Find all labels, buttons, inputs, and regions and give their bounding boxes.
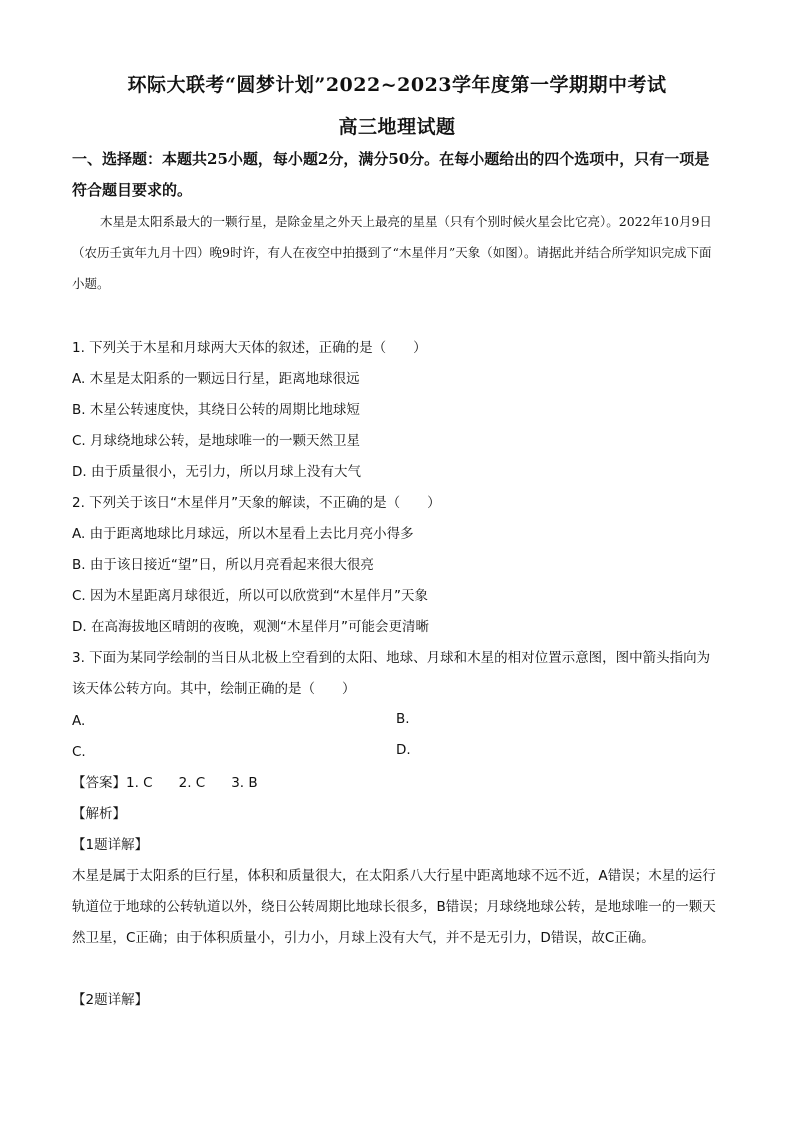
question-3-option-d: D. [396, 742, 411, 758]
answer-item-2: 2. C [178, 775, 206, 791]
answer-line [72, 773, 722, 793]
question-1-option-a: A. 木星是太阳系的一颗远日行星，距离地球很远 [72, 371, 360, 387]
exam-title: 环际大联考“圆梦计划”2022~2023学年度第一学期期中考试 [127, 74, 667, 96]
question-3-stem: 3. 下面为某同学绘制的当日从北极上空看到的太阳、地球、月球和木星的相对位置示意图，图中箭头指向为该天体公转方向。其中，绘制正确的是（ ） [72, 650, 711, 697]
detail-2-label: 【2题详解】 [72, 992, 149, 1008]
section-heading: 一、选择题：本题共25小题，每小题2分，满分50分。在每小题给出的四个选项中，只有一项是符合题目要求的。 [72, 150, 710, 199]
answer-item-1: 1. C [126, 775, 153, 791]
question-3-option-c: C. [72, 744, 86, 760]
question-3-option-b: B. [396, 711, 410, 727]
question-1-stem: 1. 下列关于木星和月球两大天体的叙述，正确的是（ ） [72, 340, 427, 356]
question-1-option-d: D. 由于质量很小，无引力，所以月球上没有大气 [72, 464, 361, 480]
question-2-option-c: C. 因为木星距离月球很近，所以可以欣赏到“木星伴月”天象 [72, 588, 428, 604]
question-2-option-b: B. 由于该日接近“望”日，所以月亮看起来很大很亮 [72, 557, 374, 573]
question-3-option-a: A. [72, 713, 86, 729]
answer-label: 【答案】 [72, 775, 126, 791]
question-2-option-d: D. 在高海拔地区晴朗的夜晚，观测“木星伴月”可能会更清晰 [72, 619, 429, 635]
exam-subtitle: 高三地理试题 [338, 116, 456, 138]
answer-item-3: 3. B [231, 775, 258, 791]
question-2-stem: 2. 下列关于该日“木星伴月”天象的解读，不正确的是（ ） [72, 495, 441, 511]
question-1-option-b: B. 木星公转速度快，其绕日公转的周期比地球短 [72, 402, 360, 418]
analysis-label: 【解析】 [72, 806, 126, 822]
question-2-option-a: A. 由于距离地球比月球远，所以木星看上去比月亮小得多 [72, 526, 414, 542]
question-1-option-c: C. 月球绕地球公转，是地球唯一的一颗天然卫星 [72, 433, 361, 449]
detail-1-text: 木星是属于太阳系的巨行星，体积和质量很大，在太阳系八大行星中距离地球不远不近，A错误；木星的运行轨道位于地球的公转轨道以外，绕日公转周期比地球长很多，B错误；月球绕地球公转，是地球唯一的一颗天然卫星，C正确；由于体积质量小，引力小，月球上没有大气，并不是无引力，D错误，故C正确。 [72, 868, 716, 946]
intro-paragraph: 木星是太阳系最大的一颗行星，是除金星之外天上最亮的星星（只有个别时候火星会比它亮）。2022年10月9日（农历壬寅年九月十四）晚9时许，有人在夜空中拍摄到了“木星伴月”天象（如图）。请据此并结合所学知识完成下面小题。 [72, 214, 712, 291]
detail-1-label: 【1题详解】 [72, 837, 149, 853]
